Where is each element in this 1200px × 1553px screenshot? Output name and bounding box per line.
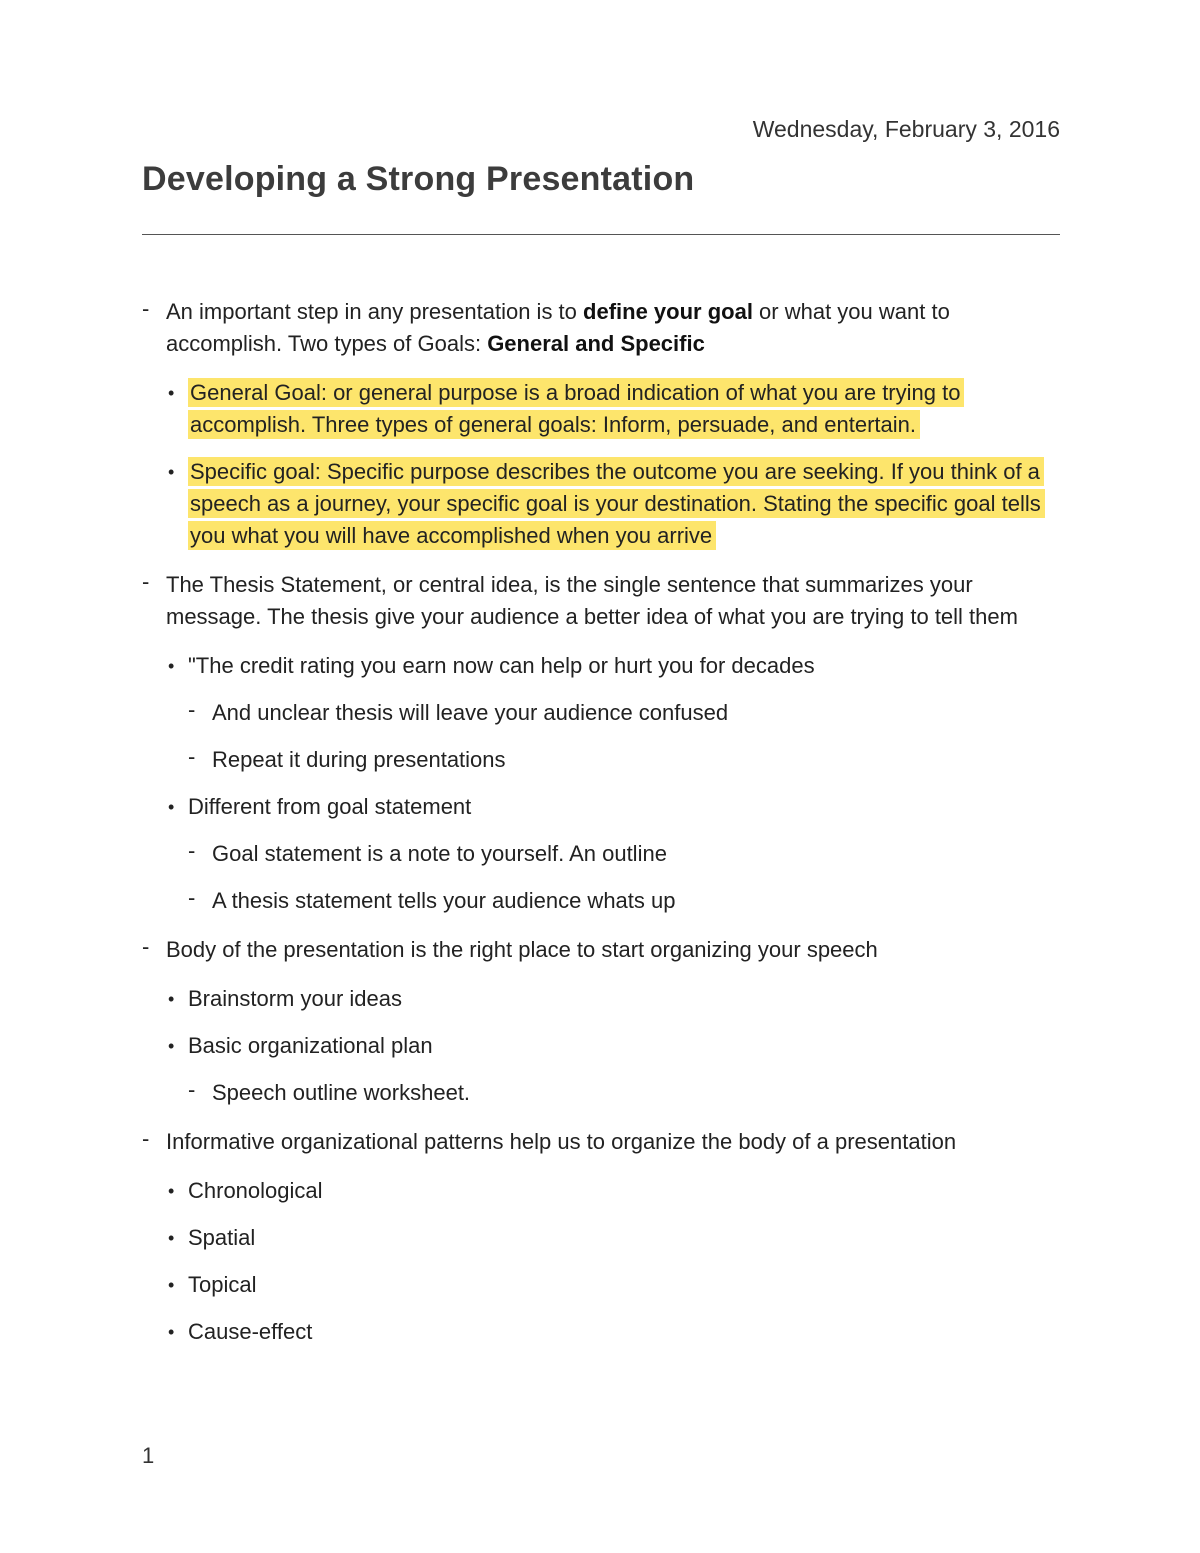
dash-marker: - (188, 885, 196, 910)
dash-marker: - (188, 697, 196, 722)
list-item-general-goal (166, 377, 1060, 441)
list-item-brainstorm (166, 983, 1060, 1015)
list-item-cause-effect (166, 1316, 1060, 1348)
list-item-different-from-goal (166, 791, 1060, 917)
item-text: The Thesis Statement, or central idea, is the single sentence that summarizes your message. The thesis give your audience a better idea of what you are trying to tell them (166, 572, 1018, 629)
item-text: Cause-effect (188, 1319, 313, 1344)
item-text: Goal statement is a note to yourself. An outline (212, 841, 667, 866)
bullet-marker: • (168, 1036, 175, 1056)
item-text: An important step in any presentation is to define your goal or what you want to accomplish. Two types of Goals: General and Specific (166, 299, 950, 356)
outline-item-define-goal (140, 296, 1060, 552)
highlighted-text: Specific goal: Specific purpose describes the outcome you are seeking. If you think of a speech as a journey, your specific goal is your destination. Stating the specific goal tells you what you will have accomplished when you arrive (188, 457, 1045, 550)
page-number: 1 (142, 1443, 155, 1468)
list-item-chronological (166, 1175, 1060, 1207)
document-title: Developing a Strong Presentation (142, 160, 695, 198)
bullet-marker: • (168, 989, 175, 1009)
sublist (166, 983, 1060, 1109)
bold-define-your-goal: define your goal (583, 299, 753, 324)
item-text: "The credit rating you earn now can help or hurt you for decades (188, 653, 815, 678)
item-text: Speech outline worksheet. (212, 1080, 471, 1105)
item-text: Brainstorm your ideas (188, 986, 402, 1011)
item-text: Body of the presentation is the right place to start organizing your speech (166, 937, 878, 962)
bullet-marker: • (168, 383, 175, 403)
item-text: Basic organizational plan (188, 1033, 433, 1058)
sublist (188, 838, 1060, 917)
sublist (188, 1077, 1060, 1109)
list-item-spatial (166, 1222, 1060, 1254)
dash-marker: - (188, 1077, 196, 1102)
item-text: Different from goal statement (188, 794, 472, 819)
bullet-marker: • (168, 1181, 175, 1201)
outline-item-informative-patterns (140, 1126, 1060, 1348)
dash-marker: - (142, 934, 150, 959)
outline-item-thesis-statement (140, 569, 1060, 917)
list-item-organizational-plan (166, 1030, 1060, 1109)
item-text: Chronological (188, 1178, 323, 1203)
bullet-marker: • (168, 1275, 175, 1295)
bullet-marker: • (168, 1228, 175, 1248)
list-item-specific-goal (166, 456, 1060, 552)
list-item-credit-rating (166, 650, 1060, 776)
list-item (188, 744, 1060, 776)
document-date: Wednesday, February 3, 2016 (752, 116, 1060, 142)
dash-marker: - (142, 1126, 150, 1151)
item-text: Informative organizational patterns help us to organize the body of a presentation (166, 1129, 957, 1154)
item-text: Topical (188, 1272, 257, 1297)
list-item (188, 885, 1060, 917)
item-text: And unclear thesis will leave your audience confused (212, 700, 729, 725)
dash-marker: - (142, 569, 150, 594)
list-item (188, 838, 1060, 870)
sublist (188, 697, 1060, 776)
notes-body (140, 296, 1060, 1365)
sublist (166, 377, 1060, 552)
bullet-marker: • (168, 462, 175, 482)
dash-marker: - (188, 744, 196, 769)
title-divider (142, 234, 1060, 235)
list-item-topical (166, 1269, 1060, 1301)
outline-item-body-of-presentation (140, 934, 1060, 1109)
dash-marker: - (188, 838, 196, 863)
item-text: Spatial (188, 1225, 256, 1250)
bold-general-and-specific: General and Specific (487, 331, 705, 356)
item-text: A thesis statement tells your audience whats up (212, 888, 676, 913)
item-text: Repeat it during presentations (212, 747, 506, 772)
highlighted-text: General Goal: or general purpose is a broad indication of what you are trying to accomplish. Three types of general goals: Inform, persuade, and entertain. (188, 378, 964, 439)
sublist (166, 1175, 1060, 1348)
dash-marker: - (142, 296, 150, 321)
bullet-marker: • (168, 656, 175, 676)
list-item (188, 697, 1060, 729)
bullet-marker: • (168, 797, 175, 817)
bullet-marker: • (168, 1322, 175, 1342)
outline-list (140, 296, 1060, 1348)
list-item (188, 1077, 1060, 1109)
sublist (166, 650, 1060, 917)
